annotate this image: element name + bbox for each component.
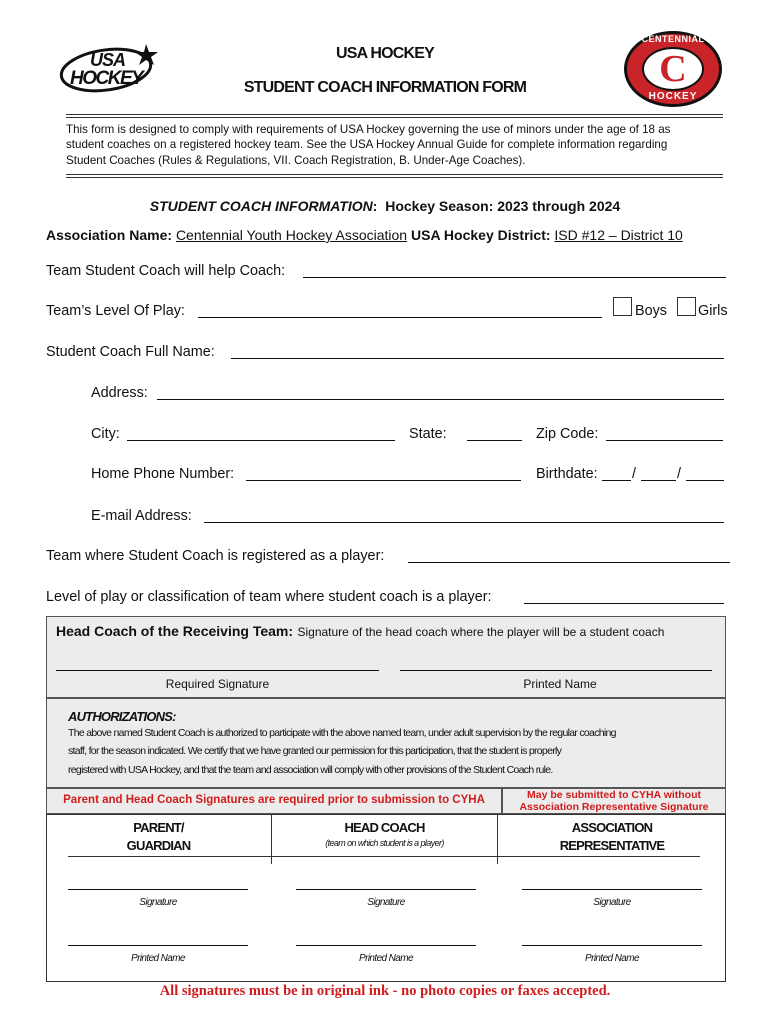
full-name-input[interactable] xyxy=(231,358,724,359)
centennial-logo-letter: C xyxy=(659,48,687,90)
usa-logo-text-top: USA xyxy=(90,50,126,70)
birthdate-day-input[interactable] xyxy=(641,480,676,481)
full-name-label: Student Coach Full Name: xyxy=(46,344,215,360)
birthdate-year-input[interactable] xyxy=(686,480,724,481)
divider-top xyxy=(66,114,723,118)
head-coach-row xyxy=(56,623,664,641)
phone-input[interactable] xyxy=(246,480,521,481)
parent-printed-name-input[interactable] xyxy=(68,945,248,946)
hockey-season: Hockey Season: 2023 through 2024 xyxy=(385,198,621,214)
centennial-logo-top-text: CENTENNIAL xyxy=(641,34,705,44)
association-value: Centennial Youth Hockey Association xyxy=(175,227,408,243)
assoc-header-1: ASSOCIATION xyxy=(571,820,653,835)
address-label: Address: xyxy=(91,385,148,401)
centennial-hockey-logo xyxy=(624,31,722,107)
parent-signature-input[interactable] xyxy=(68,889,248,890)
assoc-printed-name-caption: Printed Name xyxy=(585,953,639,964)
page-title-line2: STUDENT COACH INFORMATION FORM xyxy=(243,79,527,96)
coach-printed-name-caption: Printed Name xyxy=(359,953,413,964)
state-label: State: xyxy=(409,426,447,442)
team-player-input[interactable] xyxy=(408,562,730,563)
coach-signature-input[interactable] xyxy=(296,889,476,890)
centennial-logo-bottom-text: HOCKEY xyxy=(648,91,698,102)
usa-logo-text-bottom: HOCKEY xyxy=(70,68,143,89)
notice-right-line2: Association Representative Signature xyxy=(519,801,709,813)
assoc-printed-name-input[interactable] xyxy=(522,945,702,946)
address-input[interactable] xyxy=(157,399,724,400)
team-player-label: Team where Student Coach is registered as a player: xyxy=(46,548,385,564)
required-signature-caption: Required Signature xyxy=(165,677,270,691)
girls-label: Girls xyxy=(698,303,728,319)
assoc-signature-caption: Signature xyxy=(593,897,631,908)
boys-checkbox[interactable] xyxy=(613,297,632,316)
level-label: Team’s Level Of Play: xyxy=(46,303,185,319)
association-row xyxy=(46,227,683,243)
parent-signature-caption: Signature xyxy=(139,897,177,908)
girls-checkbox[interactable] xyxy=(677,297,696,316)
assoc-header-2: REPRESENTATIVE xyxy=(559,838,665,853)
parent-printed-name-caption: Printed Name xyxy=(131,953,185,964)
birthdate-slash-2: / xyxy=(677,466,681,482)
assoc-signature-input[interactable] xyxy=(522,889,702,890)
authorizations-line2: staff, for the season indicated. We certify that we have granted our permission for this participation, that the student is properly xyxy=(68,745,562,757)
phone-label: Home Phone Number: xyxy=(91,466,235,482)
printed-name-caption: Printed Name xyxy=(523,677,597,691)
footer-notice: All signatures must be in original ink - no photo copies or faxes accepted. xyxy=(159,983,611,999)
email-input[interactable] xyxy=(204,522,724,523)
birthdate-slash-1: / xyxy=(632,466,636,482)
coach-printed-name-input[interactable] xyxy=(296,945,476,946)
zip-label: Zip Code: xyxy=(536,426,599,442)
table-header-rule xyxy=(68,856,700,857)
team-coach-input[interactable] xyxy=(303,277,726,278)
zip-input[interactable] xyxy=(606,440,723,441)
association-label: Association Name: xyxy=(46,227,173,243)
required-signature-input[interactable] xyxy=(56,670,379,671)
intro-text: This form is designed to comply with requirements of USA Hockey governing the use of minors under the age of 18 as student coaches on a registered hockey team. See the USA Hockey Annual Guide for complete information regarding Student Coaches (Rules & Regulations, VII. Coach Registration, B. Under-Age Coaches). xyxy=(66,123,671,167)
head-coach-printed-name-input[interactable] xyxy=(400,670,712,671)
boys-label: Boys xyxy=(635,303,667,319)
city-label: City: xyxy=(91,426,120,442)
city-input[interactable] xyxy=(127,440,395,441)
birthdate-month-input[interactable] xyxy=(602,480,631,481)
district-label: USA Hockey District: xyxy=(411,227,551,243)
district-value: ISD #12 – District 10 xyxy=(554,227,683,243)
level-player-input[interactable] xyxy=(524,603,724,604)
divider-bottom xyxy=(66,174,723,178)
page-title-line1: USA HOCKEY xyxy=(335,45,435,62)
coach-signature-caption: Signature xyxy=(367,897,405,908)
coach-subheader: (team on which student is a player) xyxy=(325,838,444,848)
section-heading-colon: : xyxy=(372,198,378,214)
team-coach-label: Team Student Coach will help Coach: xyxy=(46,263,286,279)
level-input[interactable] xyxy=(198,317,602,318)
coach-header: HEAD COACH xyxy=(344,820,425,835)
head-coach-label: Head Coach of the Receiving Team: xyxy=(56,623,294,639)
parent-header-2: GUARDIAN xyxy=(126,838,191,853)
email-label: E-mail Address: xyxy=(91,508,192,524)
level-player-label: Level of play or classification of team where student coach is a player: xyxy=(46,589,492,605)
notice-right-line1: May be submitted to CYHA without xyxy=(526,789,702,801)
state-input[interactable] xyxy=(467,440,522,441)
parent-header-1: PARENT/ xyxy=(133,820,184,835)
authorizations-line3: registered with USA Hockey, and that the team and association will comply with other provisions of the Student Coach rule. xyxy=(68,764,553,776)
birthdate-label: Birthdate: xyxy=(536,466,598,482)
authorizations-line1: The above named Student Coach is authorized to participate with the above named team, under adult supervision by the regular coaching xyxy=(68,727,616,739)
head-coach-desc: Signature of the head coach where the player will be a student coach xyxy=(297,625,665,639)
notice-left: Parent and Head Coach Signatures are required prior to submission to CYHA xyxy=(63,794,485,806)
section-heading xyxy=(0,198,770,214)
authorizations-heading: AUTHORIZATIONS: xyxy=(68,709,176,724)
section-heading-italic: STUDENT COACH INFORMATION xyxy=(149,198,373,214)
